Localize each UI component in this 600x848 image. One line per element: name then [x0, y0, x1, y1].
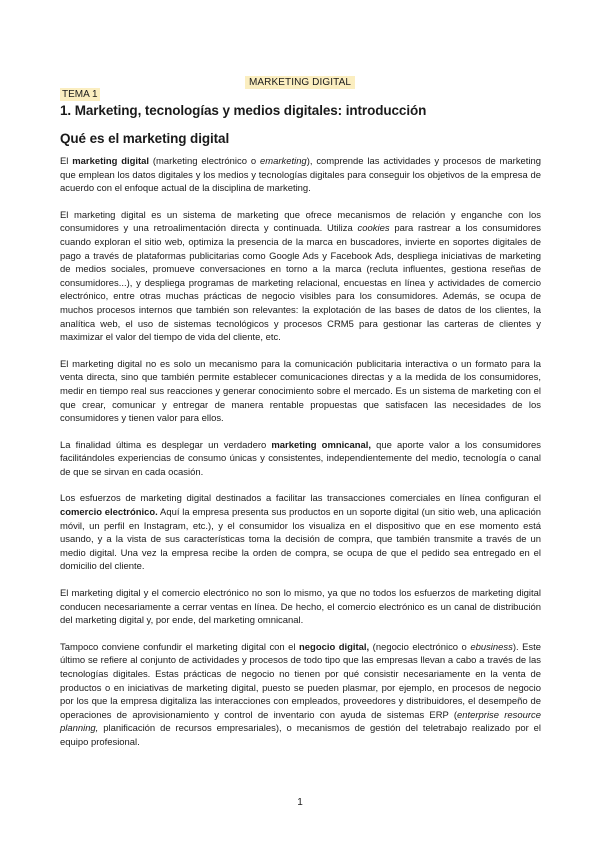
- body-text: [60, 155, 541, 763]
- bold-term: marketing digital: [72, 156, 150, 167]
- section-title: 1. Marketing, tecnologías y medios digitales: introducción: [60, 103, 427, 118]
- text-run: Tampoco conviene confundir el marketing digital con el: [60, 641, 300, 653]
- text-run: ). Este último se refiere al conjunto de actividades y procesos de todo tipo que las empresas llevan a cabo a través de las tecnologías digitales. Estas prácticas de negocio no tienen por qué consistir necesariamente en la venta de productos o en iniciativas de marketing digital, puesto se pueden plasmar, por ejemplo, en procesos de negocio por los que la empresa digitaliza las interacciones con empleados, proveedores y distribuidores, el desempeño de operaciones de aprovisionamiento y control de inventario con ayuda de sistemas ERP (: [60, 641, 541, 721]
- italic-term: emarketing: [260, 156, 307, 167]
- page-number: 1: [297, 797, 303, 808]
- text-run: El: [60, 156, 73, 167]
- italic-term: ebusiness: [470, 641, 513, 653]
- paragraph: [60, 209, 541, 345]
- italic-term: enterprise resource planning,: [60, 709, 541, 735]
- text-run: El marketing digital y el comercio electrónico no son lo mismo, ya que no todos los esfuerzos de marketing digital conducen necesariamente a cerrar ventas en línea. De hecho, el comercio electrónico es un canal de distribución del marketing digital y, por ende, del marketing omnicanal.: [60, 588, 541, 627]
- text-run: (marketing electrónico o: [149, 156, 260, 167]
- text-run: El marketing digital no es solo un mecanismo para la comunicación publicitaria interactiva o un formato para la venta directa, sino que también permite establecer comunicaciones directas y a la medida de los consumidores, medir en tiempo real sus reacciones y generar conocimiento sobre el mercado. Es un sistema de marketing con el que crear, comunicar y entregar de manera rentable propuestas que satisfacen las necesidades de los consumidores y tienen valor para ellos.: [60, 358, 541, 425]
- subsection-title: Qué es el marketing digital: [60, 131, 230, 146]
- text-run: Aquí la empresa presenta sus productos en un soporte digital (un sitio web, una aplicación móvil, un perfil en Instagram, etc.), y el consumidor los visualiza en el dispositivo que en ese momento está usando, y a la vista de sus características toma la decisión de compra, que también transmite a través de un medio digital. Una vez la empresa recibe la orden de compra, se ocupa de que el pedido sea entregado en el domicilio del cliente.: [60, 507, 541, 573]
- text-run: para rastrear a los consumidores cuando exploran el sitio web, optimiza la presencia de la marca en buscadores, invierte en soportes digitales de pago a través de plataformas publicitarias como Google Ads y Facebook Ads, despliega iniciativas de marketing de medios sociales, promueve conversaciones en torno a la marca (recluta influentes, gestiona reseñas de consumidores...), y despliega programas de marketing relacional, encuestas en línea y actividades de comercio electrónico, entre otras muchas prácticas de negocio visibles para los consumidores. Además, se ocupa de muchos procesos internos que también son relevantes: la explotación de las bases de datos de los clientes, la analítica web, el uso de sistemas tecnológicos y procesos CRM5 para gestionar las carteras de clientes y maximizar el valor del tiempo de vida del cliente, etc.: [60, 223, 542, 344]
- text-run: (negocio electrónico o: [369, 641, 471, 653]
- text-run: El marketing digital es un sistema de marketing que ofrece mecanismos de relación y enganche con los consumidores y una retroalimentación directa y continuada. Utiliza: [60, 209, 541, 235]
- paragraph: [60, 641, 541, 750]
- text-run: ), comprende las actividades y procesos de marketing que emplean los datos digitales y los medios y tecnologías digitales para conseguir los objetivos de la empresa de acuerdo con el enfoque actual de la disciplina de marketing.: [60, 156, 541, 195]
- text-run: Los esfuerzos de marketing digital destinados a facilitar las transacciones comerciales en línea configuran el: [60, 493, 541, 505]
- paragraph: [60, 587, 541, 628]
- text-run: La finalidad última es desplegar un verdadero: [60, 439, 272, 451]
- bold-term: comercio electrónico.: [60, 507, 158, 519]
- bold-term: marketing omnicanal,: [271, 439, 371, 451]
- course-title: MARKETING DIGITAL: [245, 76, 355, 89]
- paragraph: [60, 439, 541, 480]
- paragraph: [60, 155, 541, 196]
- unit-label: TEMA 1: [62, 89, 98, 100]
- paragraph: [60, 492, 541, 574]
- text-run: planificación de recursos empresariales), o mecanismos de gestión del teletrabajo realizado por el equipo profesional.: [60, 723, 541, 748]
- paragraph: [60, 358, 541, 426]
- bold-term: negocio digital,: [299, 641, 370, 653]
- text-run: que aporte valor a los consumidores facilitándoles experiencias de consumo únicas y consistentes, independientemente del medio, tecnología o canal de que se sirvan en cada ocasión.: [60, 439, 542, 478]
- italic-term: cookies: [357, 223, 390, 235]
